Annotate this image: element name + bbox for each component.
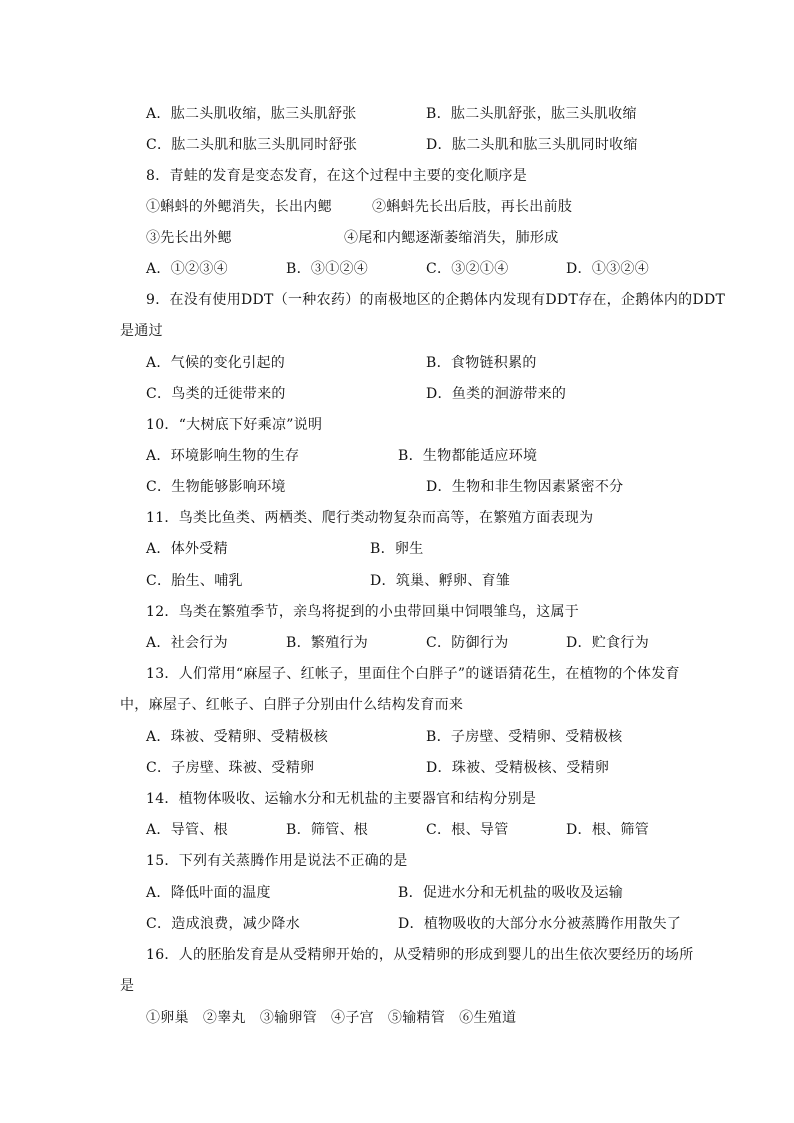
- q10-stem: 10．“大树底下好乘凉”说明: [146, 417, 323, 433]
- q16-item-6: ⑥生殖道: [459, 1010, 517, 1026]
- q16-stem: 16．人的胚胎发育是从受精卵开始的，从受精卵的形成到婴儿的出生依次要经历的场所: [146, 947, 694, 963]
- q14-option-d: D．根、筛管: [566, 822, 650, 838]
- q11-option-b: B．卵生: [370, 541, 424, 557]
- q8-item-4: ④尾和内鳃逐渐萎缩消失，肺形成: [344, 230, 559, 246]
- q10-option-d: D．生物和非生物因素紧密不分: [426, 479, 624, 495]
- q9-option-c: C．鸟类的迁徙带来的: [146, 386, 286, 402]
- q8-item-2: ②蝌蚪先长出后肢，再长出前肢: [372, 199, 573, 215]
- q8-item-1: ①蝌蚪的外鳃消失，长出内鳃: [146, 199, 332, 215]
- q9-option-d: D．鱼类的洄游带来的: [426, 386, 567, 402]
- q15-option-d: D．植物吸收的大部分水分被蒸腾作用散失了: [398, 916, 682, 932]
- q15-option-c: C．造成浪费，减少降水: [146, 916, 301, 932]
- q13-stem: 13．人们常用“麻屋子、红帐子，里面住个白胖子”的谜语猜花生，在植物的个体发育: [146, 666, 680, 682]
- q15-option-b: B．促进水分和无机盐的吸收及运输: [398, 885, 624, 901]
- q16-item-1: ①卵巢: [146, 1010, 189, 1026]
- q15-stem: 15．下列有关蒸腾作用是说法不正确的是: [146, 853, 408, 869]
- q8-option-d: D．①③②④: [566, 261, 650, 277]
- q9-option-b: B．食物链积累的: [426, 355, 537, 371]
- q9-stem: 9．在没有使用DDT（一种农药）的南极地区的企鹅体内发现有DDT存在，企鹅体内的DDT: [146, 292, 726, 308]
- q13-stem-cont: 中，麻屋子、红帐子、白胖子分别由什么结构发育而来: [120, 697, 464, 713]
- q8-option-a: A．①②③④: [146, 261, 228, 277]
- q12-option-a: A．社会行为: [146, 635, 228, 651]
- q11-option-c: C．胎生、哺乳: [146, 573, 243, 589]
- q8-option-c: C．③②①④: [426, 261, 509, 277]
- q7-option-a: A．肱二头肌收缩，肱三头肌舒张: [146, 106, 357, 122]
- q7-option-b: B．肱二头肌舒张，肱三头肌收缩: [426, 106, 637, 122]
- q15-option-a: A．降低叶面的温度: [146, 885, 271, 901]
- q11-option-d: D．筑巢、孵卵、育雏: [370, 573, 511, 589]
- q11-stem: 11．鸟类比鱼类、两栖类、爬行类动物复杂而高等，在繁殖方面表现为: [146, 510, 594, 526]
- q9-stem-cont: 是通过: [120, 323, 163, 339]
- q7-option-d: D．肱二头肌和肱三头肌同时收缩: [426, 137, 638, 153]
- q8-option-b: B．③①②④: [286, 261, 369, 277]
- q11-option-a: A．体外受精: [146, 541, 228, 557]
- q14-stem: 14．植物体吸收、运输水分和无机盐的主要器官和结构分别是: [146, 791, 537, 807]
- q8-item-3: ③先长出外鳃: [146, 230, 232, 246]
- q12-option-c: C．防御行为: [426, 635, 509, 651]
- q10-option-a: A．环境影响生物的生存: [146, 448, 300, 464]
- q13-option-c: C．子房壁、珠被、受精卵: [146, 760, 315, 776]
- q14-option-c: C．根、导管: [426, 822, 509, 838]
- q13-option-b: B．子房壁、受精卵、受精极核: [426, 729, 623, 745]
- q10-option-b: B．生物都能适应环境: [398, 448, 538, 464]
- q14-option-b: B．筛管、根: [286, 822, 369, 838]
- q12-option-b: B．繁殖行为: [286, 635, 369, 651]
- q16-stem-cont: 是: [120, 978, 135, 994]
- q16-item-4: ④子宫: [331, 1010, 374, 1026]
- q12-stem: 12．鸟类在繁殖季节，亲鸟将捉到的小虫带回巢中饲喂雏鸟，这属于: [146, 604, 580, 620]
- q7-option-c: C．肱二头肌和肱三头肌同时舒张: [146, 137, 358, 153]
- q10-option-c: C．生物能够影响环境: [146, 479, 286, 495]
- q13-option-a: A．珠被、受精卵、受精极核: [146, 729, 329, 745]
- q16-item-5: ⑤输精管: [387, 1010, 446, 1026]
- q9-option-a: A．气候的变化引起的: [146, 355, 286, 371]
- q14-option-a: A．导管、根: [146, 822, 228, 838]
- q16-items: [146, 1009, 530, 1027]
- q13-option-d: D．珠被、受精极核、受精卵: [426, 760, 610, 776]
- q12-option-d: D．贮食行为: [566, 635, 650, 651]
- q8-stem: 8．青蛙的发育是变态发育，在这个过程中主要的变化顺序是: [146, 168, 528, 184]
- q16-item-2: ②睾丸: [202, 1010, 246, 1026]
- q16-item-3: ③输卵管: [259, 1010, 318, 1026]
